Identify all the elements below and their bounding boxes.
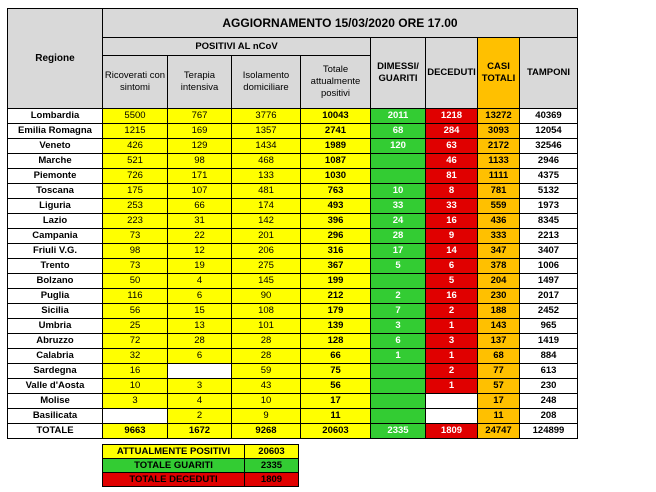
cell-totale: 396 — [301, 214, 371, 229]
cell-totale: 367 — [301, 259, 371, 274]
cell-deceduti: 2 — [426, 304, 478, 319]
cell-isolamento: 9 — [232, 409, 301, 424]
cell-totale: 128 — [301, 334, 371, 349]
cell-tamponi: 208 — [520, 409, 578, 424]
cell-deceduti — [426, 409, 478, 424]
cell-isolamento: 1357 — [232, 124, 301, 139]
cell-regione: Molise — [8, 394, 103, 409]
cell-terapia — [168, 364, 232, 379]
cell-ricoverati — [103, 409, 168, 424]
cell-isolamento: 3776 — [232, 109, 301, 124]
cell-dimessi: 3 — [371, 319, 426, 334]
table-row — [8, 109, 578, 124]
header-isolamento: Isolamento domiciliare — [232, 56, 301, 109]
cell-terapia: 107 — [168, 184, 232, 199]
cell-dimessi — [371, 394, 426, 409]
cell-isolamento: 133 — [232, 169, 301, 184]
cell-totale: 66 — [301, 349, 371, 364]
cell-ricoverati: 1215 — [103, 124, 168, 139]
cell-dimessi — [371, 364, 426, 379]
cell-casi: 347 — [478, 244, 520, 259]
cell-deceduti: 2 — [426, 364, 478, 379]
cell-regione: Abruzzo — [8, 334, 103, 349]
total-positivi: 20603 — [301, 424, 371, 439]
cell-regione: Campania — [8, 229, 103, 244]
summary-label: ATTUALMENTE POSITIVI — [103, 445, 245, 459]
cell-regione: Sicilia — [8, 304, 103, 319]
cell-regione: Liguria — [8, 199, 103, 214]
total-isolamento: 9268 — [232, 424, 301, 439]
cell-tamponi: 2017 — [520, 289, 578, 304]
cell-deceduti: 3 — [426, 334, 478, 349]
cell-isolamento: 43 — [232, 379, 301, 394]
cell-deceduti: 8 — [426, 184, 478, 199]
cell-regione: Lombardia — [8, 109, 103, 124]
cell-dimessi: 7 — [371, 304, 426, 319]
cell-deceduti: 81 — [426, 169, 478, 184]
cell-terapia: 13 — [168, 319, 232, 334]
cell-ricoverati: 223 — [103, 214, 168, 229]
cell-terapia: 6 — [168, 349, 232, 364]
cell-dimessi: 2011 — [371, 109, 426, 124]
cell-casi: 3093 — [478, 124, 520, 139]
cell-ricoverati: 3 — [103, 394, 168, 409]
cell-totale: 1087 — [301, 154, 371, 169]
cell-deceduti: 9 — [426, 229, 478, 244]
cell-tamponi: 8345 — [520, 214, 578, 229]
total-dimessi: 2335 — [371, 424, 426, 439]
cell-totale: 75 — [301, 364, 371, 379]
cell-ricoverati: 175 — [103, 184, 168, 199]
cell-totale: 139 — [301, 319, 371, 334]
cell-ricoverati: 521 — [103, 154, 168, 169]
cell-isolamento: 275 — [232, 259, 301, 274]
summary-value: 20603 — [245, 445, 299, 459]
table-row — [8, 274, 578, 289]
summary-value: 2335 — [245, 459, 299, 473]
summary-table — [102, 444, 299, 487]
cell-isolamento: 108 — [232, 304, 301, 319]
cell-tamponi: 2213 — [520, 229, 578, 244]
total-tamponi: 124899 — [520, 424, 578, 439]
cell-terapia: 767 — [168, 109, 232, 124]
cell-deceduti: 6 — [426, 259, 478, 274]
cell-regione: Basilicata — [8, 409, 103, 424]
cell-isolamento: 101 — [232, 319, 301, 334]
cell-totale: 212 — [301, 289, 371, 304]
cell-dimessi — [371, 274, 426, 289]
cell-deceduti: 14 — [426, 244, 478, 259]
header-deceduti: DECEDUTI — [426, 38, 478, 109]
cell-isolamento: 28 — [232, 334, 301, 349]
cell-terapia: 31 — [168, 214, 232, 229]
cell-regione: Emilia Romagna — [8, 124, 103, 139]
cell-casi: 1111 — [478, 169, 520, 184]
cell-totale: 2741 — [301, 124, 371, 139]
table-row — [8, 259, 578, 274]
cell-casi: 2172 — [478, 139, 520, 154]
cell-terapia: 12 — [168, 244, 232, 259]
summary-row — [103, 473, 299, 487]
cell-dimessi: 24 — [371, 214, 426, 229]
cell-isolamento: 142 — [232, 214, 301, 229]
cell-deceduti: 63 — [426, 139, 478, 154]
cell-isolamento: 206 — [232, 244, 301, 259]
cell-tamponi: 5132 — [520, 184, 578, 199]
cell-tamponi: 3407 — [520, 244, 578, 259]
header-totale-positivi: Totale attualmente positivi — [301, 56, 371, 109]
cell-deceduti: 284 — [426, 124, 478, 139]
cell-regione: Umbria — [8, 319, 103, 334]
cell-dimessi: 28 — [371, 229, 426, 244]
cell-isolamento: 1434 — [232, 139, 301, 154]
cell-ricoverati: 726 — [103, 169, 168, 184]
cell-totale: 296 — [301, 229, 371, 244]
header-tamponi: TAMPONI — [520, 38, 578, 109]
cell-casi: 68 — [478, 349, 520, 364]
table-row — [8, 184, 578, 199]
table-row — [8, 229, 578, 244]
cell-dimessi — [371, 409, 426, 424]
summary-label: TOTALE GUARITI — [103, 459, 245, 473]
cell-terapia: 15 — [168, 304, 232, 319]
table-row — [8, 379, 578, 394]
cell-isolamento: 28 — [232, 349, 301, 364]
cell-ricoverati: 426 — [103, 139, 168, 154]
table-row — [8, 394, 578, 409]
cell-casi: 188 — [478, 304, 520, 319]
total-casi: 24747 — [478, 424, 520, 439]
cell-dimessi: 68 — [371, 124, 426, 139]
cell-dimessi: 6 — [371, 334, 426, 349]
cell-isolamento: 468 — [232, 154, 301, 169]
cell-ricoverati: 116 — [103, 289, 168, 304]
cell-dimessi: 17 — [371, 244, 426, 259]
table-row — [8, 214, 578, 229]
cell-deceduti: 1 — [426, 319, 478, 334]
cell-regione: Puglia — [8, 289, 103, 304]
cell-tamponi: 230 — [520, 379, 578, 394]
covid-regional-table — [7, 8, 578, 439]
cell-totale: 763 — [301, 184, 371, 199]
header-dimessi: DIMESSI/ GUARITI — [371, 38, 426, 109]
cell-casi: 436 — [478, 214, 520, 229]
cell-terapia: 129 — [168, 139, 232, 154]
table-row — [8, 244, 578, 259]
cell-ricoverati: 56 — [103, 304, 168, 319]
cell-terapia: 66 — [168, 199, 232, 214]
cell-ricoverati: 16 — [103, 364, 168, 379]
cell-totale: 11 — [301, 409, 371, 424]
cell-regione: Calabria — [8, 349, 103, 364]
cell-terapia: 28 — [168, 334, 232, 349]
header-ricoverati: Ricoverati con sintomi — [103, 56, 168, 109]
summary-row — [103, 445, 299, 459]
total-label: TOTALE — [8, 424, 103, 439]
table-row — [8, 289, 578, 304]
summary-value: 1809 — [245, 473, 299, 487]
cell-tamponi: 2946 — [520, 154, 578, 169]
cell-tamponi: 40369 — [520, 109, 578, 124]
cell-deceduti: 5 — [426, 274, 478, 289]
cell-totale: 17 — [301, 394, 371, 409]
cell-dimessi: 5 — [371, 259, 426, 274]
cell-dimessi: 33 — [371, 199, 426, 214]
cell-terapia: 169 — [168, 124, 232, 139]
cell-deceduti: 1 — [426, 349, 478, 364]
cell-isolamento: 90 — [232, 289, 301, 304]
cell-ricoverati: 5500 — [103, 109, 168, 124]
cell-ricoverati: 72 — [103, 334, 168, 349]
cell-isolamento: 481 — [232, 184, 301, 199]
cell-terapia: 22 — [168, 229, 232, 244]
cell-tamponi: 1497 — [520, 274, 578, 289]
cell-dimessi: 120 — [371, 139, 426, 154]
cell-regione: Valle d'Aosta — [8, 379, 103, 394]
cell-regione: Bolzano — [8, 274, 103, 289]
cell-dimessi — [371, 379, 426, 394]
cell-casi: 1133 — [478, 154, 520, 169]
cell-casi: 230 — [478, 289, 520, 304]
cell-regione: Toscana — [8, 184, 103, 199]
cell-ricoverati: 73 — [103, 259, 168, 274]
cell-regione: Lazio — [8, 214, 103, 229]
cell-regione: Piemonte — [8, 169, 103, 184]
cell-casi: 559 — [478, 199, 520, 214]
cell-isolamento: 201 — [232, 229, 301, 244]
table-row — [8, 124, 578, 139]
cell-regione: Veneto — [8, 139, 103, 154]
cell-totale: 56 — [301, 379, 371, 394]
cell-casi: 77 — [478, 364, 520, 379]
total-deceduti: 1809 — [426, 424, 478, 439]
update-title: AGGIORNAMENTO 15/03/2020 ORE 17.00 — [103, 9, 578, 38]
cell-deceduti: 33 — [426, 199, 478, 214]
cell-tamponi: 1973 — [520, 199, 578, 214]
cell-dimessi — [371, 154, 426, 169]
cell-tamponi: 965 — [520, 319, 578, 334]
cell-casi: 13272 — [478, 109, 520, 124]
cell-ricoverati: 10 — [103, 379, 168, 394]
cell-tamponi: 1419 — [520, 334, 578, 349]
cell-terapia: 6 — [168, 289, 232, 304]
cell-tamponi: 248 — [520, 394, 578, 409]
cell-ricoverati: 50 — [103, 274, 168, 289]
cell-tamponi: 32546 — [520, 139, 578, 154]
table-row — [8, 319, 578, 334]
cell-terapia: 3 — [168, 379, 232, 394]
cell-casi: 333 — [478, 229, 520, 244]
cell-totale: 10043 — [301, 109, 371, 124]
total-terapia: 1672 — [168, 424, 232, 439]
cell-totale: 1989 — [301, 139, 371, 154]
header-terapia: Terapia intensiva — [168, 56, 232, 109]
header-positivi-group: POSITIVI AL nCoV — [103, 38, 371, 56]
table-row — [8, 304, 578, 319]
cell-totale: 493 — [301, 199, 371, 214]
cell-terapia: 171 — [168, 169, 232, 184]
cell-regione: Marche — [8, 154, 103, 169]
cell-tamponi: 2452 — [520, 304, 578, 319]
cell-regione: Friuli V.G. — [8, 244, 103, 259]
cell-ricoverati: 25 — [103, 319, 168, 334]
cell-casi: 143 — [478, 319, 520, 334]
cell-terapia: 2 — [168, 409, 232, 424]
cell-totale: 1030 — [301, 169, 371, 184]
table-row — [8, 169, 578, 184]
cell-casi: 17 — [478, 394, 520, 409]
cell-ricoverati: 253 — [103, 199, 168, 214]
cell-dimessi — [371, 169, 426, 184]
cell-casi: 137 — [478, 334, 520, 349]
cell-terapia: 4 — [168, 394, 232, 409]
cell-dimessi: 1 — [371, 349, 426, 364]
summary-label: TOTALE DECEDUTI — [103, 473, 245, 487]
table-row — [8, 334, 578, 349]
header-regione: Regione — [8, 9, 103, 109]
cell-casi: 11 — [478, 409, 520, 424]
table-row — [8, 199, 578, 214]
cell-deceduti: 1218 — [426, 109, 478, 124]
cell-deceduti: 16 — [426, 214, 478, 229]
table-row — [8, 349, 578, 364]
cell-dimessi: 2 — [371, 289, 426, 304]
cell-isolamento: 59 — [232, 364, 301, 379]
cell-ricoverati: 32 — [103, 349, 168, 364]
cell-casi: 781 — [478, 184, 520, 199]
cell-deceduti: 16 — [426, 289, 478, 304]
cell-ricoverati: 98 — [103, 244, 168, 259]
summary-row — [103, 459, 299, 473]
cell-terapia: 4 — [168, 274, 232, 289]
cell-terapia: 19 — [168, 259, 232, 274]
cell-tamponi: 12054 — [520, 124, 578, 139]
cell-casi: 204 — [478, 274, 520, 289]
cell-dimessi: 10 — [371, 184, 426, 199]
total-ricoverati: 9663 — [103, 424, 168, 439]
table-row — [8, 409, 578, 424]
cell-casi: 57 — [478, 379, 520, 394]
cell-isolamento: 10 — [232, 394, 301, 409]
header-casi-totali: CASI TOTALI — [478, 38, 520, 109]
cell-deceduti: 1 — [426, 379, 478, 394]
cell-deceduti — [426, 394, 478, 409]
table-body — [8, 109, 578, 424]
cell-casi: 378 — [478, 259, 520, 274]
table-row — [8, 139, 578, 154]
cell-tamponi: 884 — [520, 349, 578, 364]
cell-totale: 316 — [301, 244, 371, 259]
table-row — [8, 154, 578, 169]
cell-terapia: 98 — [168, 154, 232, 169]
cell-isolamento: 174 — [232, 199, 301, 214]
cell-tamponi: 613 — [520, 364, 578, 379]
cell-tamponi: 4375 — [520, 169, 578, 184]
cell-deceduti: 46 — [426, 154, 478, 169]
table-row — [8, 364, 578, 379]
cell-ricoverati: 73 — [103, 229, 168, 244]
cell-tamponi: 1006 — [520, 259, 578, 274]
cell-totale: 199 — [301, 274, 371, 289]
cell-isolamento: 145 — [232, 274, 301, 289]
total-row — [8, 424, 578, 439]
cell-totale: 179 — [301, 304, 371, 319]
cell-regione: Trento — [8, 259, 103, 274]
cell-regione: Sardegna — [8, 364, 103, 379]
